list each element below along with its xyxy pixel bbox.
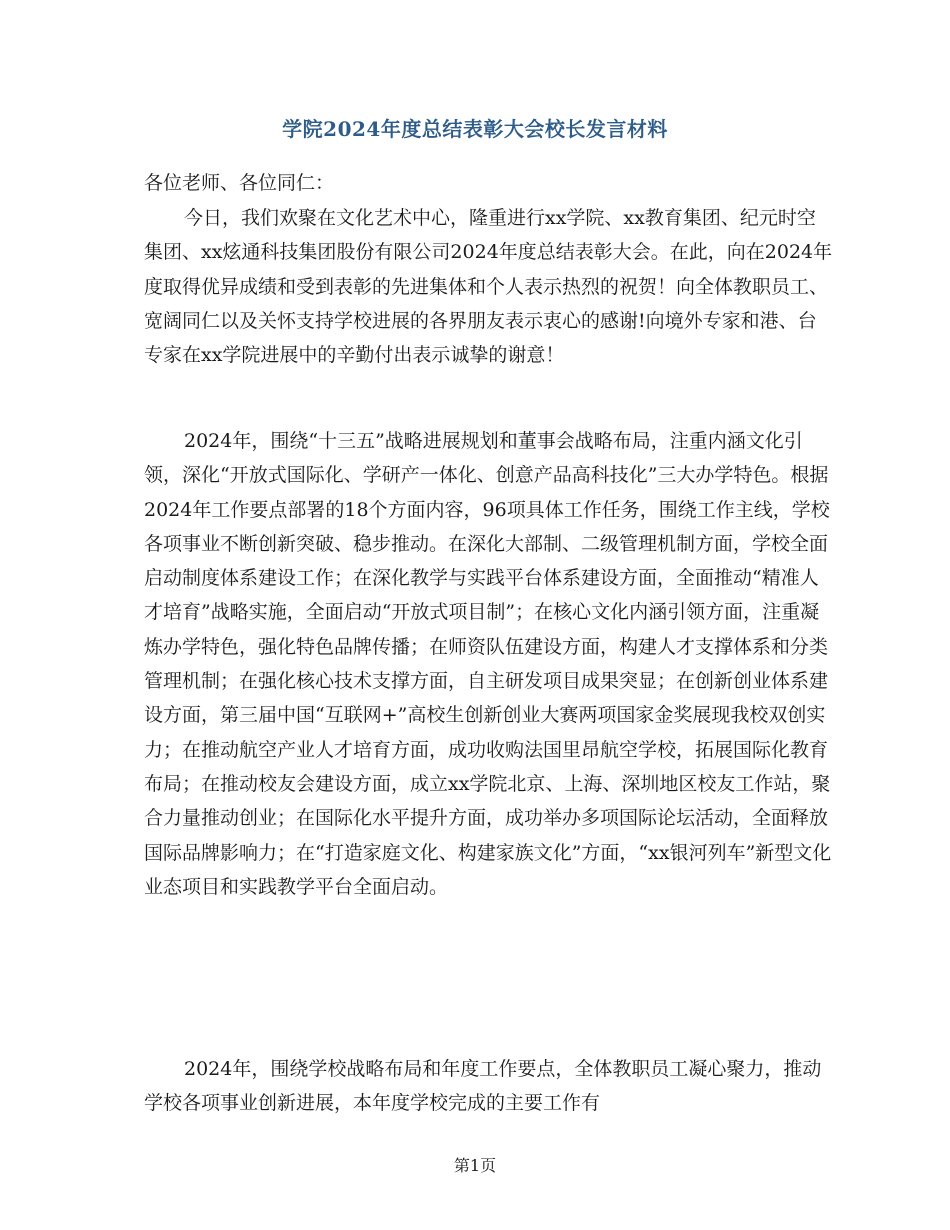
document-title: 学院2024年度总结表彰大会校长发言材料 <box>282 117 668 141</box>
paragraph-work-summary: 2024年，围绕学校战略布局和年度工作要点，全体教职员工凝心聚力，推动学校各项事业创新进展，本年度学校完成的主要工作有 <box>144 1058 822 1115</box>
page-number: 第1页 <box>453 1156 497 1175</box>
paragraph-achievements: 2024年，围绕“十三五”战略进展规划和董事会战略布局，注重内涵文化引领，深化“开放式国际化、学研产一体化、创意产品高科技化”三大办学特色。根据2024年工作要点部署的18个方面内容，96项具体工作任务，围绕工作主线，学校各项事业不断创新突破、稳步推动。在深化大部制、二级管理机制方面，学校全面启动制度体系建设工作；在深化教学与实践平台体系建设方面，全面推动“精准人才培育”战略实施，全面启动“开放式项目制”；在核心文化内涵引领方面，注重凝炼办学特色，强化特色品牌传播；在师资队伍建设方面，构建人才支撑体系和分类管理机制；在强化核心技术支撑方面，自主研发项目成果突显；在创新创业体系建设方面，第三届中国“互联网+”高校生创新创业大赛两项国家金奖展现我校双创实力；在推动航空产业人才培育方面，成功收购法国里昂航空学校，拓展国际化教育布局；在推动校友会建设方面，成立xx学院北京、上海、深圳地区校友工作站，聚合力量推动创业；在国际化水平提升方面，成功举办多项国际论坛活动，全面释放国际品牌影响力；在“打造家庭文化、构建家族文化”方面，“xx银河列车”新型文化业态项目和实践教学平台全面启动。 <box>144 430 832 898</box>
salutation: 各位老师、各位同仁： <box>144 172 335 194</box>
paragraph-opening: 今日，我们欢聚在文化艺术中心，隆重进行xx学院、xx教育集团、纪元时空集团、xx炫通科技集团股份有限公司2024年度总结表彰大会。在此，向在2024年度取得优异成绩和受到表彰的先进集体和个人表示热烈的祝贺！向全体教职员工、宽阔同仁以及关怀支持学校进展的各界朋友表示衷心的感谢!向境外专家和港、台专家在xx学院进展中的辛勤付出表示诚挚的谢意！ <box>144 207 833 367</box>
